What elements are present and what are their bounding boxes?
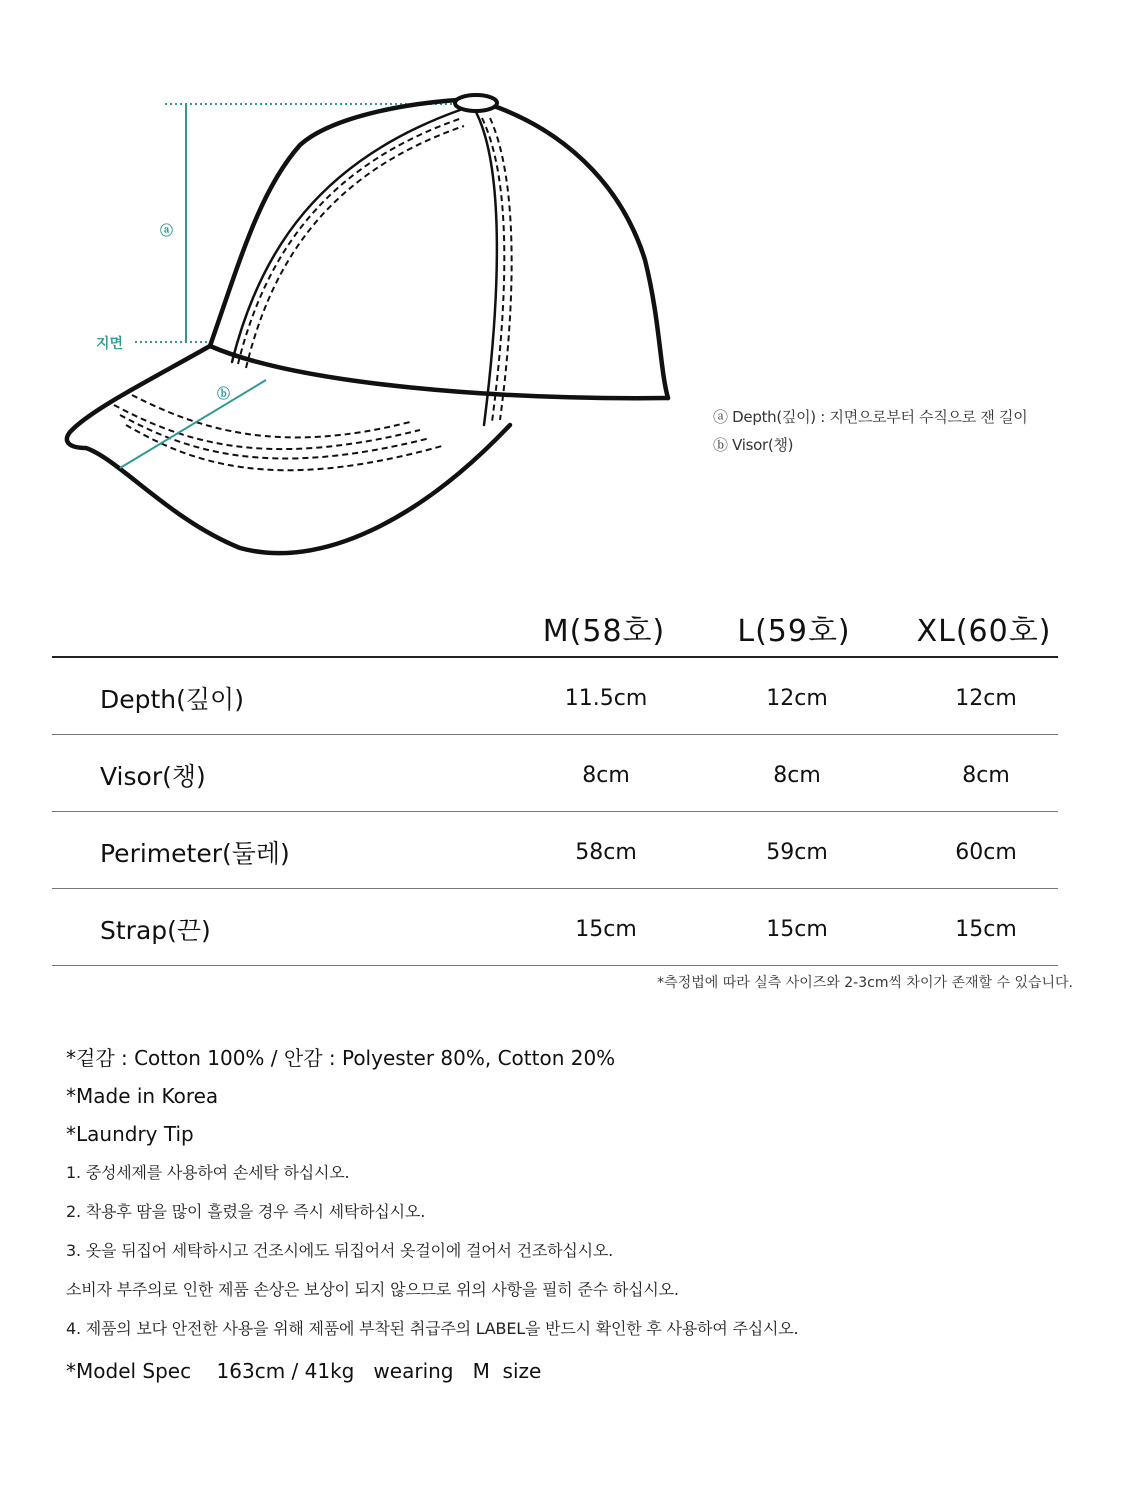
row-label: Strap(끈) xyxy=(100,916,211,945)
column-l: L(59호) xyxy=(737,614,851,649)
depth-measure xyxy=(135,104,470,342)
cap-diagram xyxy=(0,0,700,570)
cell-m: 15cm xyxy=(575,917,637,942)
marker-b: ⓑ xyxy=(217,387,231,402)
column-m: M(58호) xyxy=(542,614,666,649)
laundry-tip: 1. 중성세제를 사용하여 손세탁 하십시오. xyxy=(66,1163,350,1182)
diagram-legend xyxy=(713,403,1027,459)
cell-xl: 60cm xyxy=(955,840,1017,865)
row-label: Depth(깊이) xyxy=(100,685,244,714)
laundry-title: *Laundry Tip xyxy=(66,1122,194,1146)
size-table-header xyxy=(52,598,1058,658)
legend-visor: ⓑ Visor(챙) xyxy=(713,436,794,454)
cell-l: 59cm xyxy=(766,840,828,865)
marker-a: ⓐ xyxy=(160,224,174,239)
laundry-tip: 3. 옷을 뒤집어 세탁하시고 건조시에도 뒤집어서 옷걸이에 걸어서 건조하십시오. xyxy=(66,1241,614,1260)
cell-m: 58cm xyxy=(575,840,637,865)
laundry-tip: 소비자 부주의로 인한 제품 손상은 보상이 되지 않으므로 위의 사항을 필히 준수 하십시오. xyxy=(66,1280,679,1299)
row-label: Visor(챙) xyxy=(100,762,206,791)
row-label: Perimeter(둘레) xyxy=(100,839,290,868)
measurement-note: *측정법에 따라 실측 사이즈와 2-3cm씩 차이가 존재할 수 있습니다. xyxy=(657,975,1073,991)
laundry-tip: 4. 제품의 보다 안전한 사용을 위해 제품에 부착된 취급주의 LABEL을 반드시 확인한 후 사용하여 주십시오. xyxy=(66,1319,799,1338)
cell-xl: 8cm xyxy=(962,763,1010,788)
material-info: *겉감 : Cotton 100% / 안감 : Polyester 80%, Cotton 20% xyxy=(66,1046,616,1070)
laundry-tip: 2. 착용후 땀을 많이 흘렸을 경우 즉시 세탁하십시오. xyxy=(66,1202,426,1221)
cell-xl: 12cm xyxy=(955,686,1017,711)
cell-xl: 15cm xyxy=(955,917,1017,942)
cell-l: 15cm xyxy=(766,917,828,942)
table-row-depth xyxy=(52,658,1058,735)
origin-info: *Made in Korea xyxy=(66,1084,219,1108)
table-row-strap xyxy=(52,889,1058,966)
size-table xyxy=(52,598,1058,966)
cap-stitching xyxy=(114,118,512,470)
cell-m: 8cm xyxy=(582,763,630,788)
product-info xyxy=(66,1040,798,1389)
cell-m: 11.5cm xyxy=(564,686,648,711)
cell-l: 8cm xyxy=(773,763,821,788)
column-xl: XL(60호) xyxy=(916,614,1052,649)
table-row-visor xyxy=(52,735,1058,812)
model-spec: *Model Spec 163cm / 41kg wearing M size xyxy=(66,1359,542,1383)
legend-depth: ⓐ Depth(깊이) : 지면으로부터 수직으로 잰 길이 xyxy=(713,408,1028,426)
ground-label: 지면 xyxy=(96,336,124,352)
table-row-perimeter xyxy=(52,812,1058,889)
visor-measure-line xyxy=(120,380,266,468)
cell-l: 12cm xyxy=(766,686,828,711)
